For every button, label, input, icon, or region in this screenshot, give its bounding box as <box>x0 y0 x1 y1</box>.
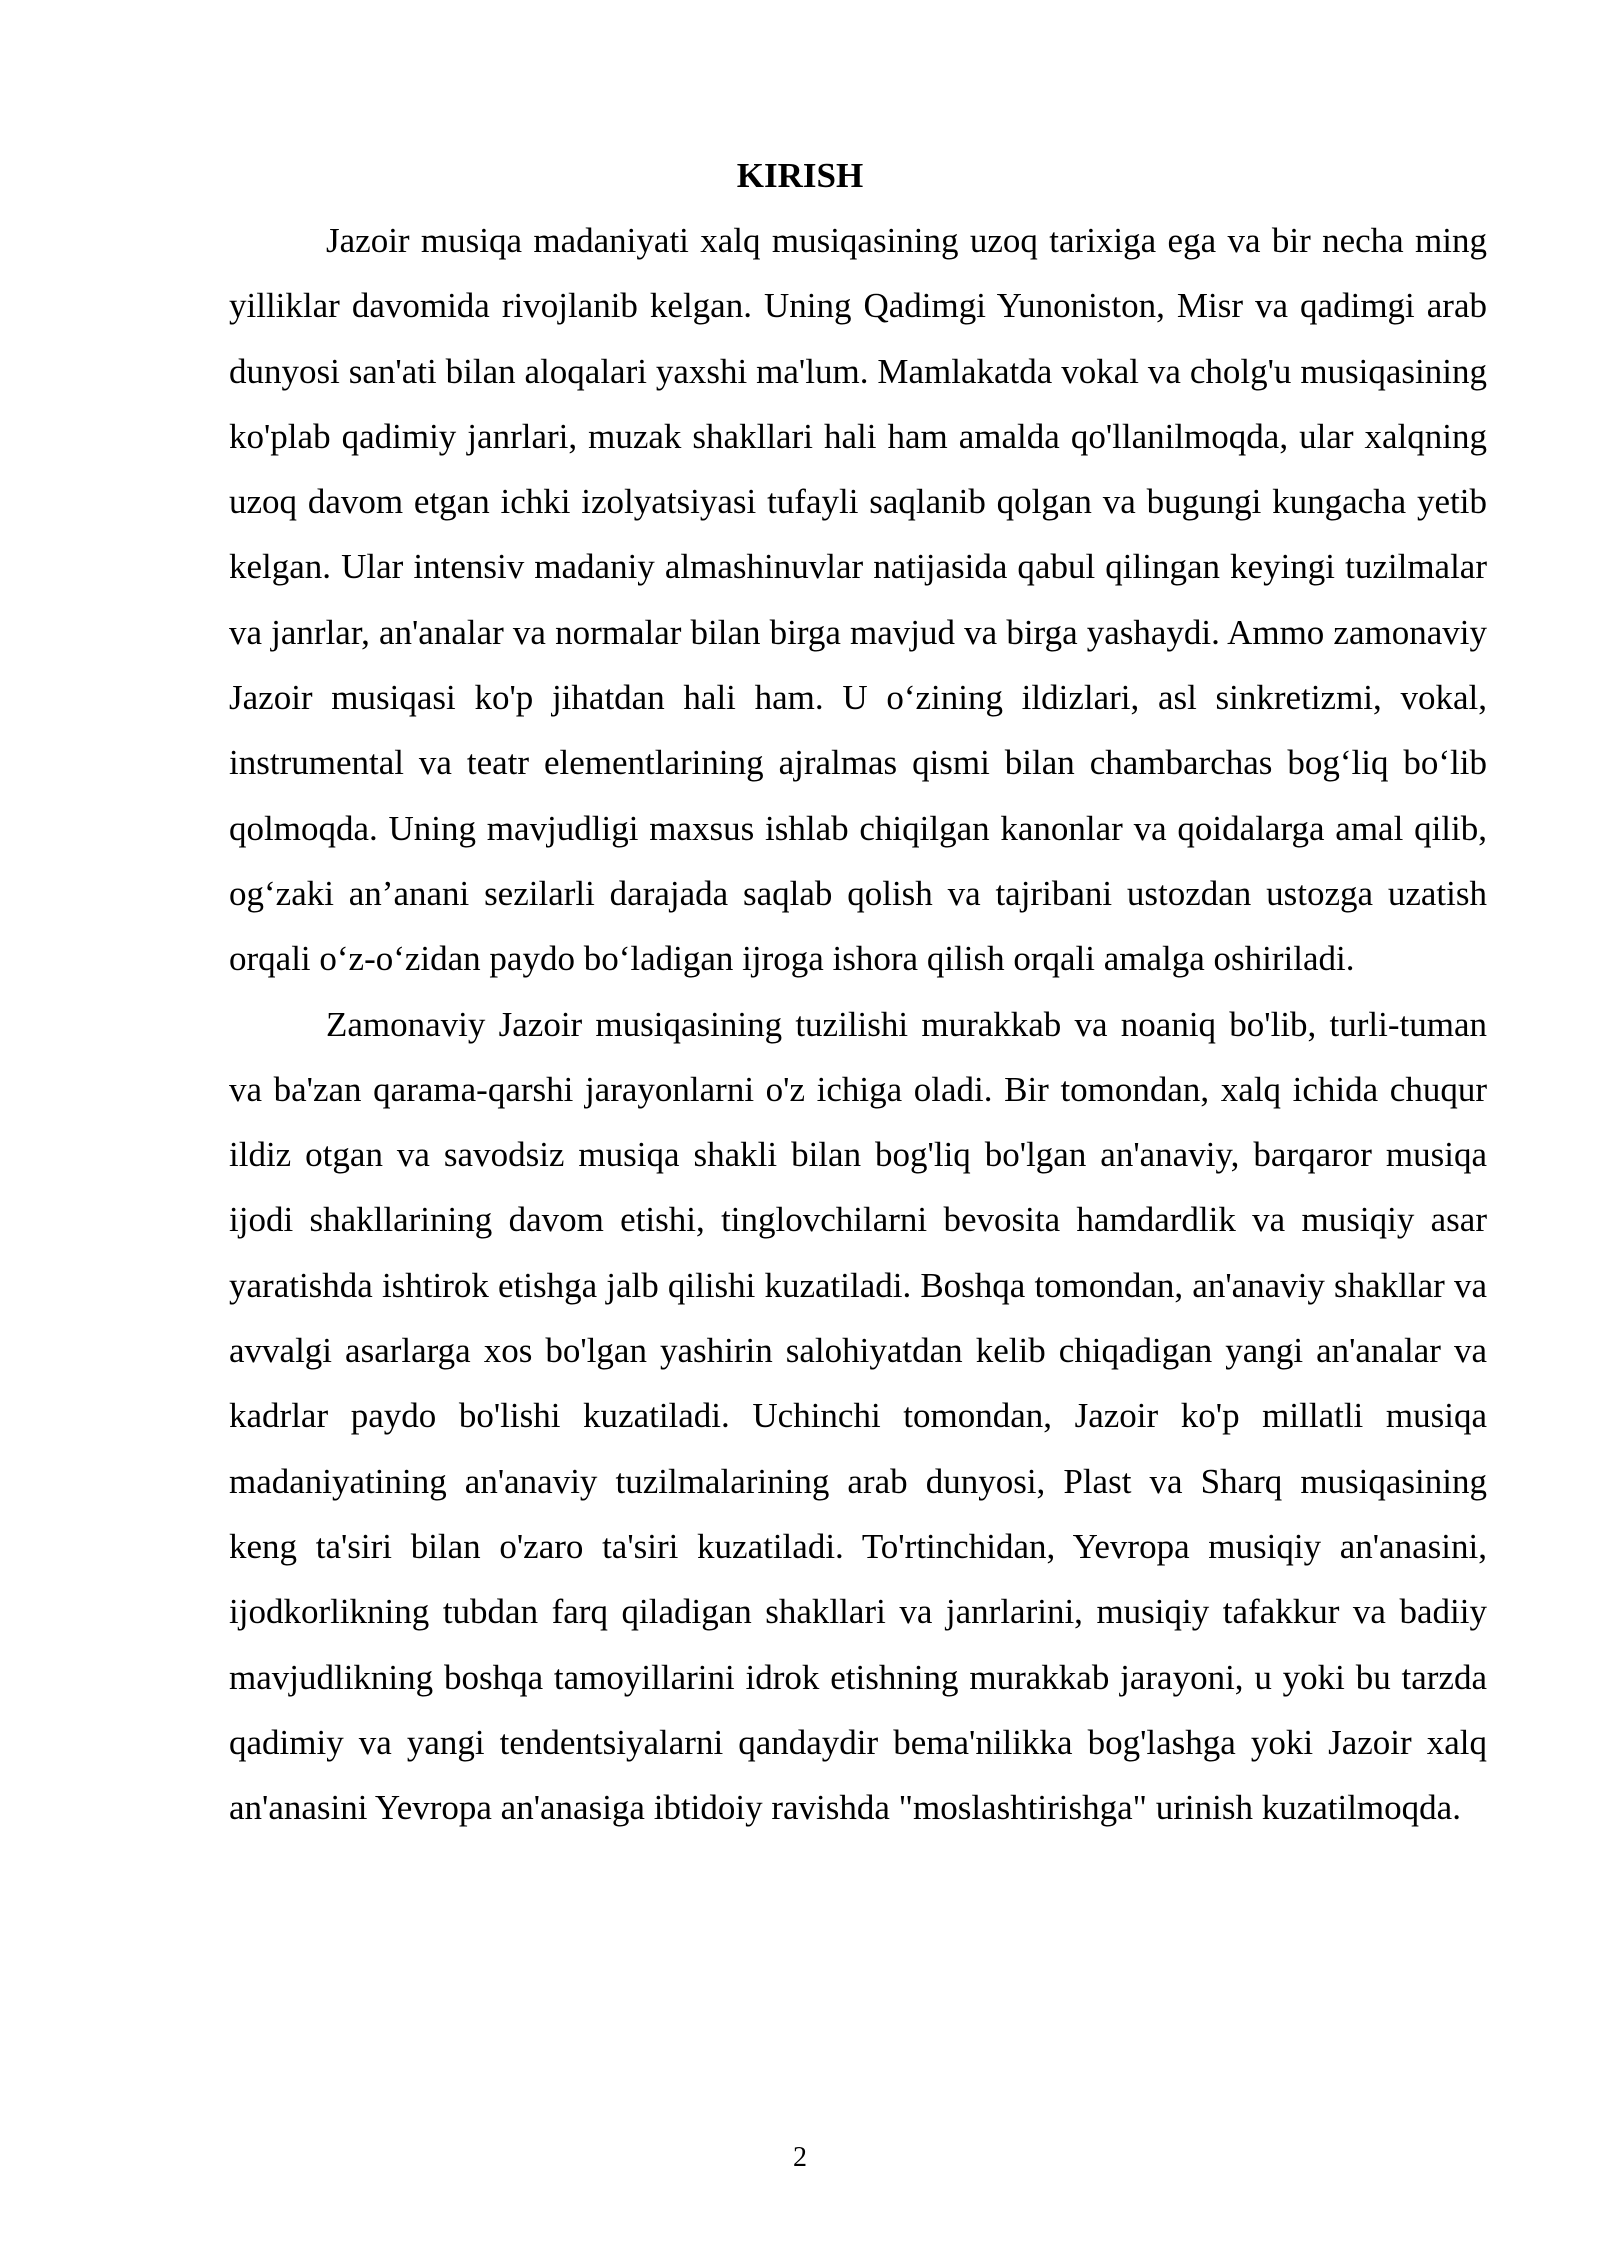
paragraph-2: Zamonaviy Jazoir musiqasining tuzilishi murakkab va noaniq bo'lib, turli-tuman va ba'zan qarama-qarshi jarayonlarni o'z ichiga oladi. Bir tomondan, xalq ichida chuqur ildiz otgan va savodsiz musiqa shakli bilan bog'liq bo'lgan an'anaviy, barqaror musiqa ijodi shakllarining davom etishi, tinglovchilarni bevosita hamdardlik va musiqiy asar yaratishda ishtirok etishga jalb qilishi kuzatiladi. Boshqa tomondan, an'anaviy shakllar va avvalgi asarlarga xos bo'lgan yashirin salohiyatdan kelib chiqadigan yangi an'analar va kadrlar paydo bo'lishi kuzatiladi. Uchinchi tomondan, Jazoir ko'p millatli musiqa madaniyatining an'anaviy tuzilmalarining arab dunyosi, Plast va Sharq musiqasining keng ta'siri bilan o'zaro ta'siri kuzatiladi. To'rtinchidan, Yevropa musiqiy an'anasini, ijodkorlikning tubdan farq qiladigan shakllari va janrlarini, musiqiy tafakkur va badiiy mavjudlikning boshqa tamoyillarini idrok etishning murakkab jarayoni, u yoki bu tarzda qadimiy va yangi tendentsiyalarni qandaydir bema'nilikka bog'lashga yoki Jazoir xalq an'anasini Yevropa an'anasiga ibtidoiy ravishda "moslashtirishga" urinish kuzatilmoqda. <box>229 1004 1487 1828</box>
page-number: 2 <box>793 2142 807 2173</box>
page-title: KIRISH <box>736 156 864 195</box>
body-text <box>229 208 1487 1840</box>
paragraph-1: Jazoir musiqa madaniyati xalq musiqasining uzoq tarixiga ega va bir necha ming yilliklar davomida rivojlanib kelgan. Uning Qadimgi Yunoniston, Misr va qadimgi arab dunyosi san'ati bilan aloqalari yaxshi ma'lum. Mamlakatda vokal va cholg'u musiqasining ko'plab qadimiy janrlari, muzak shakllari hali ham amalda qo'llanilmoqda, ular xalqning uzoq davom etgan ichki izolyatsiyasi tufayli saqlanib qolgan va bugungi kungacha yetib kelgan. Ular intensiv madaniy almashinuvlar natijasida qabul qilingan keyingi tuzilmalar va janrlar, an'analar va normalar bilan birga mavjud va birga yashaydi. Ammo zamonaviy Jazoir musiqasi ko'p jihatdan hali ham. U o‘zining ildizlari, asl sinkretizmi, vokal, instrumental va teatr elementlarining ajralmas qismi bilan chambarchas bog‘liq bo‘lib qolmoqda. Uning mavjudligi maxsus ishlab chiqilgan kanonlar va qoidalarga amal qilib, og‘zaki an’anani sezilarli darajada saqlab qolish va tajribani ustozdan ustozga uzatish orqali o‘z-o‘zidan paydo bo‘ladigan ijroga ishora qilish orqali amalga oshiriladi. <box>229 221 1487 979</box>
